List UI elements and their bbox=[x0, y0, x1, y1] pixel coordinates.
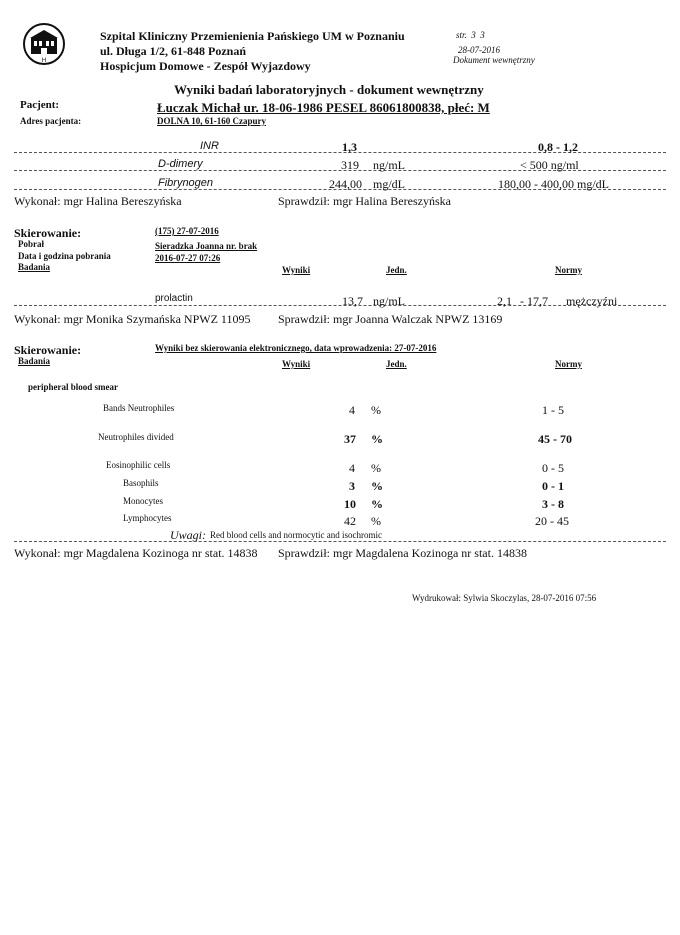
col-norm: Normy bbox=[555, 359, 582, 369]
printed-by: Wydrukował: Sylwia Skoczylas, 28-07-2016 07:56 bbox=[412, 593, 597, 603]
datetime-value: 2016-07-27 07:26 bbox=[155, 253, 221, 263]
result-value: 1,3 bbox=[342, 140, 357, 154]
section-title: peripheral blood smear bbox=[28, 382, 118, 392]
result-value: 13,7 bbox=[342, 294, 363, 308]
col-result: Wyniki bbox=[282, 359, 311, 369]
performed-by: Wykonał: mgr Monika Szymańska NPWZ 11095 bbox=[14, 312, 251, 326]
checked-by: Sprawdził: mgr Magdalena Kozinoga nr stat. 14838 bbox=[278, 546, 527, 560]
result-norm: < 500 ng/ml bbox=[520, 158, 579, 172]
page-number: str. 3 3 bbox=[456, 30, 485, 40]
remarks-label: Uwagi: bbox=[170, 528, 206, 542]
result-norm: 0 - 5 bbox=[542, 461, 564, 475]
result-name: Neutrophiles divided bbox=[98, 432, 174, 442]
checked-by: Sprawdził: mgr Halina Bereszyńska bbox=[278, 194, 451, 208]
hospital-name: Szpital Kliniczny Przemienienia Pańskiego UM w Poznaniu bbox=[100, 29, 405, 43]
remarks-text: Red blood cells and normocytic and isochromic bbox=[210, 530, 382, 540]
address-label: Adres pacjenta: bbox=[20, 116, 82, 126]
result-value: 3 bbox=[349, 479, 355, 493]
col-test: Badania bbox=[18, 262, 51, 272]
result-value: 319 bbox=[341, 158, 359, 172]
result-name: Fibrynogen bbox=[158, 177, 214, 189]
hospital-unit: Hospicjum Domowe - Zespół Wyjazdowy bbox=[100, 59, 311, 73]
norm-high: - 17,7 bbox=[520, 294, 548, 308]
doc-type: Dokument wewnętrzny bbox=[453, 55, 535, 65]
datetime-label: Data i godzina pobrania bbox=[18, 251, 111, 261]
performed-by: Wykonał: mgr Magdalena Kozinoga nr stat. 14838 bbox=[14, 546, 258, 560]
referral-label: Skierowanie: bbox=[14, 226, 82, 240]
result-name: D-dimery bbox=[158, 158, 203, 170]
col-norm: Normy bbox=[555, 265, 582, 275]
page-title: Wyniki badań laboratoryjnych - dokument wewnętrzny bbox=[174, 82, 484, 97]
result-norm: 0 - 1 bbox=[542, 479, 564, 493]
address-value: DOLNA 10, 61-160 Czapury bbox=[157, 116, 267, 126]
col-result: Wyniki bbox=[282, 265, 311, 275]
result-norm: 20 - 45 bbox=[535, 514, 569, 528]
result-unit: % bbox=[371, 497, 383, 511]
hospital-address: ul. Długa 1/2, 61-848 Poznań bbox=[100, 44, 247, 58]
result-unit: % bbox=[371, 514, 381, 528]
performed-by: Wykonał: mgr Halina Bereszyńska bbox=[14, 194, 182, 208]
result-name: Eosinophilic cells bbox=[106, 460, 171, 470]
referral-value: Wyniki bez skierowania elektronicznego, data wprowadzenia: 27-07-2016 bbox=[155, 343, 437, 353]
result-value: 42 bbox=[344, 514, 356, 528]
result-unit: % bbox=[371, 479, 383, 493]
result-value: 4 bbox=[349, 403, 355, 417]
result-value: 10 bbox=[344, 497, 356, 511]
result-unit: % bbox=[371, 461, 381, 475]
norm-low: 2,1 bbox=[497, 294, 512, 308]
result-name: INR bbox=[200, 140, 219, 152]
result-unit: ng/mL bbox=[373, 294, 405, 308]
result-unit: ng/mL bbox=[373, 158, 405, 172]
result-name: prolactin bbox=[155, 293, 193, 304]
referral-label: Skierowanie: bbox=[14, 343, 82, 357]
result-name: Monocytes bbox=[123, 496, 163, 506]
checked-by: Sprawdził: mgr Joanna Walczak NPWZ 13169 bbox=[278, 312, 503, 326]
result-norm: 3 - 8 bbox=[542, 497, 564, 511]
result-norm: 180,00 - 400,00 mg/dL bbox=[498, 177, 609, 191]
result-value: 244,00 bbox=[329, 177, 362, 191]
result-norm: 1 - 5 bbox=[542, 403, 564, 417]
result-norm: 45 - 70 bbox=[538, 432, 572, 446]
svg-text:H: H bbox=[41, 57, 47, 64]
col-test: Badania bbox=[18, 356, 51, 366]
result-name: Basophils bbox=[123, 478, 159, 488]
collector-value: Sieradzka Joanna nr. brak bbox=[155, 241, 258, 251]
patient-value: Łuczak Michał ur. 18-06-1986 PESEL 86061800838, płeć: M bbox=[157, 100, 490, 115]
result-unit: % bbox=[371, 432, 383, 446]
hospital-logo-icon bbox=[22, 22, 66, 66]
referral-value: (175) 27-07-2016 bbox=[155, 226, 219, 236]
print-date: 28-07-2016 bbox=[458, 45, 500, 55]
patient-label: Pacjent: bbox=[20, 99, 60, 111]
result-value: 37 bbox=[344, 432, 356, 446]
collector-label: Pobrał bbox=[18, 239, 44, 249]
result-unit: mg/dL bbox=[373, 177, 405, 191]
result-name: Lymphocytes bbox=[123, 513, 172, 523]
norm-note: mężczyźni bbox=[566, 294, 618, 308]
col-unit: Jedn. bbox=[386, 265, 407, 275]
col-unit: Jedn. bbox=[386, 359, 407, 369]
result-unit: % bbox=[371, 403, 381, 417]
result-norm: 0,8 - 1,2 bbox=[538, 140, 578, 154]
result-name: Bands Neutrophiles bbox=[103, 403, 175, 413]
result-value: 4 bbox=[349, 461, 355, 475]
